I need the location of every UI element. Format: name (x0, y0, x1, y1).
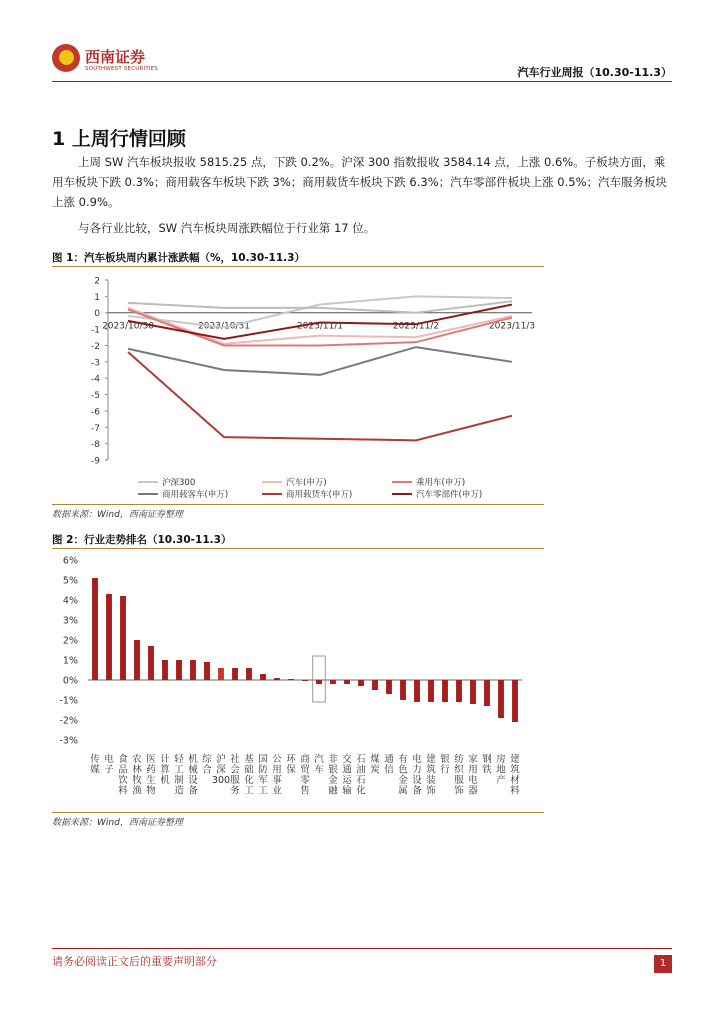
series-line (128, 352, 512, 440)
x-tick-label: 2023/11/3 (488, 321, 536, 332)
series-line (128, 301, 512, 312)
x-tick-label: 电子 (104, 754, 114, 776)
x-tick-label: 轻工制造 (174, 754, 184, 797)
bar-chart (52, 550, 544, 812)
bar (302, 680, 308, 681)
bar (414, 680, 420, 702)
bar (386, 680, 392, 694)
bar (400, 680, 406, 700)
section-heading: 1 上周行情回顾 (52, 128, 186, 150)
x-tick-label: 房地产 (496, 754, 506, 786)
x-tick-label: 非银金融 (328, 754, 338, 797)
bar (316, 680, 322, 684)
legend-label: 沪深300 (162, 478, 196, 488)
legend-label: 乘用车(申万) (416, 478, 466, 488)
legend-label: 商用载客车(申万) (162, 490, 229, 500)
x-tick-label: 沪深 300 (211, 754, 231, 786)
y-tick-label: -2 (91, 341, 100, 352)
x-tick-label: 医药生物 (146, 754, 156, 797)
x-tick-label: 2023/10/30 (102, 321, 154, 332)
bar (330, 680, 336, 684)
x-tick-label: 钢铁 (482, 754, 492, 776)
header-divider (52, 81, 672, 82)
bar (106, 594, 112, 680)
y-tick-label: 2% (62, 635, 78, 647)
x-tick-label: 电力设备 (412, 754, 422, 797)
x-tick-label: 农林牧渔 (132, 754, 142, 797)
bar (232, 668, 238, 680)
x-tick-label: 汽车 (314, 754, 324, 776)
footer-divider (52, 948, 672, 949)
y-tick-label: -3% (59, 735, 78, 747)
bar (246, 668, 252, 680)
line-chart (52, 268, 544, 502)
legend-label: 汽车(申万) (286, 478, 327, 488)
x-tick-label: 国防军工 (258, 754, 268, 797)
x-tick-label: 公用事业 (272, 754, 282, 797)
x-tick-label: 建筑材料 (510, 754, 520, 797)
footer-disclaimer: 请务必阅读正文后的重要声明部分 (52, 955, 217, 968)
ranking-paragraph (52, 218, 672, 238)
series-line (128, 305, 512, 339)
bar (260, 674, 266, 680)
y-tick-label: 5% (62, 575, 78, 587)
y-tick-label: 1% (62, 655, 78, 667)
x-tick-label: 2023/10/31 (198, 321, 250, 332)
y-tick-label: -7 (91, 423, 100, 434)
bar (372, 680, 378, 690)
y-tick-label: -4 (91, 374, 100, 385)
bar (484, 680, 490, 706)
x-tick-label: 2023/11/2 (392, 321, 440, 332)
figure2-top-rule (52, 548, 544, 549)
bar (428, 680, 434, 702)
y-tick-label: 4% (62, 595, 78, 607)
y-tick-label: -1% (59, 695, 78, 707)
y-tick-label: -6 (91, 407, 100, 418)
x-tick-label: 综合 (202, 754, 212, 776)
x-tick-label: 商贸零售 (300, 754, 310, 797)
x-tick-label: 家用电器 (468, 754, 478, 797)
x-tick-label: 2023/11/1 (296, 321, 344, 332)
legend-label: 汽车零部件(申万) (416, 490, 483, 500)
x-tick-label: 银行 (440, 754, 450, 776)
y-tick-label: -9 (91, 456, 100, 467)
logo-name-en: SOUTHWEST SECURITIES (85, 66, 159, 72)
paragraph-2: 与各行业比较，SW 汽车板块周涨跌幅位于行业第 17 位。 (78, 221, 376, 235)
bar (288, 679, 294, 680)
figure1-bottom-rule (52, 504, 544, 505)
x-tick-label: 机械设备 (188, 754, 198, 797)
bar (148, 646, 154, 680)
x-tick-label: 计算机 (160, 754, 170, 786)
bar (134, 640, 140, 680)
bar (162, 660, 168, 680)
highlight-box (313, 656, 326, 702)
x-tick-label: 煤炭 (370, 754, 380, 776)
x-tick-label: 社会服务 (230, 754, 240, 797)
x-tick-label: 建筑装饰 (426, 754, 436, 797)
x-tick-label: 环保 (286, 754, 296, 776)
summary-paragraph (52, 152, 672, 212)
paragraph-1: 上周 SW 汽车板块报收 5815.25 点，下跌 0.2%。沪深 300 指数报收 3584.14 点，上涨 0.6%。子板块方面，乘用车板块下跌 0.3%；商用载客车板块下跌 3%；商用载货车板块下跌 6.3%；汽车零部件板块上涨 0.5%；汽车服务板块上涨 0.9%。 (52, 155, 668, 209)
x-tick-label: 食品饮料 (118, 754, 128, 797)
report-title: 汽车行业周报（10.30-11.3） (517, 66, 672, 79)
figure2-title: 图 2：行业走势排名（10.30-11.3） (52, 534, 232, 546)
bar (358, 680, 364, 686)
y-tick-label: 2 (94, 276, 100, 287)
figure2-bottom-rule (52, 812, 544, 813)
x-tick-label: 有色金属 (398, 754, 408, 797)
y-tick-label: -3 (91, 358, 100, 369)
bar (120, 596, 126, 680)
bar (190, 660, 196, 680)
bar (470, 680, 476, 704)
series-line (128, 347, 512, 375)
y-tick-label: 1 (94, 292, 100, 303)
x-tick-label: 石油石化 (356, 754, 366, 797)
bar (344, 680, 350, 684)
x-tick-label: 交通运输 (342, 754, 352, 797)
y-tick-label: -8 (91, 440, 100, 451)
y-tick-label: 6% (62, 555, 78, 567)
figure1-source: 数据来源：Wind，西南证券整理 (52, 510, 183, 520)
bar (218, 668, 224, 680)
bar (442, 680, 448, 702)
y-tick-label: -1 (91, 325, 100, 336)
bar (512, 680, 518, 722)
bar (498, 680, 504, 718)
bar (274, 678, 280, 680)
y-tick-label: 0 (94, 309, 100, 320)
page-number: 1 (654, 955, 672, 973)
y-tick-label: 0% (62, 675, 78, 687)
logo-mark-icon (52, 44, 80, 72)
figure2-source: 数据来源：Wind，西南证券整理 (52, 818, 183, 828)
y-tick-label: -5 (91, 391, 100, 402)
bar (92, 578, 98, 680)
x-tick-label: 纺织服饰 (454, 754, 464, 797)
legend-label: 商用载货车(申万) (286, 490, 353, 500)
bar (176, 660, 182, 680)
x-tick-label: 基础化工 (244, 754, 254, 797)
logo-name-cn: 西南证券 (85, 48, 146, 66)
bar (204, 662, 210, 680)
x-tick-label: 通信 (384, 754, 394, 776)
x-tick-label: 传媒 (90, 754, 100, 776)
company-logo (52, 44, 172, 78)
figure1-title: 图 1：汽车板块周内累计涨跌幅（%，10.30-11.3） (52, 252, 305, 264)
y-tick-label: -2% (59, 715, 78, 727)
y-tick-label: 3% (62, 615, 78, 627)
bar (456, 680, 462, 702)
figure1-top-rule (52, 266, 544, 267)
